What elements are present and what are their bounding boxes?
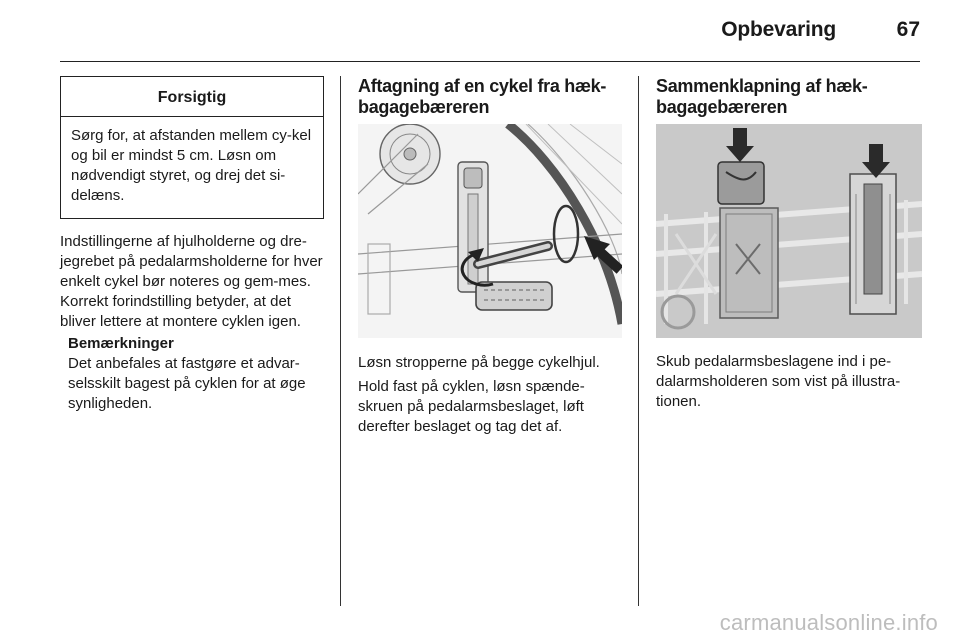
note-title: Bemærkninger — [68, 335, 174, 352]
note-text: Det anbefales at fastgøre et advar-selsskilt bagest på cyklen for at øge synligheden. — [68, 355, 306, 412]
page-header — [60, 0, 920, 62]
loosen-straps-paragraph: Løsn stropperne på begge cykelhjul. — [358, 354, 600, 371]
caution-text: Sørg for, at afstanden mellem cy-kel og bil er mindst 5 cm. Løsn om nødvendigt styret, og drej det si-delæns. — [71, 127, 312, 204]
fold-rack-illustration — [656, 124, 922, 338]
section-title: Opbevaring — [721, 18, 836, 41]
remove-bracket-paragraph: Hold fast på cyklen, løsn spænde-skruen på pedalarmsbeslaget, løft derefter beslaget og tag det af. — [358, 378, 585, 435]
note-block — [60, 334, 324, 414]
column-3 — [656, 76, 922, 412]
push-brackets-paragraph: Skub pedalarmsbeslagene ind i pe-dalarmsholderen som vist på illustra-tionen. — [656, 353, 901, 410]
watermark: carmanualsonline.info — [719, 610, 938, 635]
caution-box — [60, 76, 324, 219]
column-divider — [638, 76, 639, 606]
section-heading-removal: Aftagning af en cykel fra hæk-bagagebæreren — [358, 76, 607, 117]
column-divider — [340, 76, 341, 606]
settings-paragraph: Indstillingerne af hjulholderne og dre-jegrebet på pedalarmsholderne for hver enkelt cykel bør noteres og gem-mes. Korrekt forindstilling betyder, at det bliver lettere at montere cyklen igen. — [60, 233, 323, 330]
page-number: 67 — [896, 18, 920, 41]
pedal-bracket-illustration — [358, 124, 622, 338]
caution-title: Forsigtig — [61, 77, 323, 117]
column-2 — [358, 76, 622, 437]
section-heading-folding: Sammenklapning af hæk-bagagebæreren — [656, 76, 868, 117]
column-1 — [60, 76, 324, 414]
